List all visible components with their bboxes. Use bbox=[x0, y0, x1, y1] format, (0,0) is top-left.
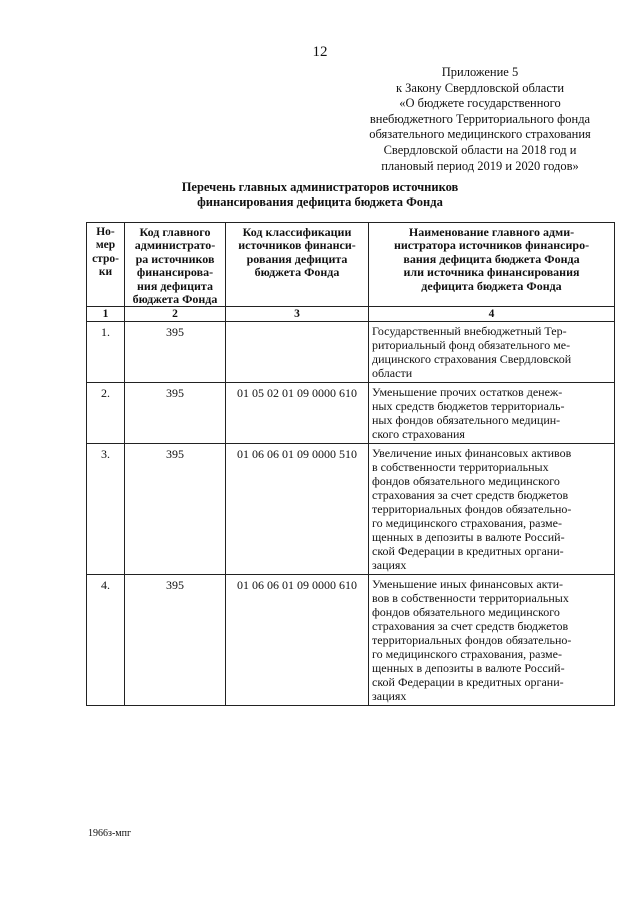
header-line: источников финанси- bbox=[238, 238, 356, 253]
table-row bbox=[87, 322, 615, 383]
appendix-line: плановый период 2019 и 2020 годов» bbox=[381, 158, 579, 173]
name-line: в собственности территориальных bbox=[372, 460, 549, 475]
header-row-number bbox=[87, 223, 125, 307]
header-classification-code bbox=[226, 223, 369, 307]
appendix-line: к Закону Свердловской области bbox=[395, 80, 565, 95]
source-name bbox=[369, 383, 615, 444]
classification-code: 01 06 06 01 09 0000 510 bbox=[226, 444, 369, 575]
admin-code: 395 bbox=[125, 383, 226, 444]
name-line: ской Федерации в кредитных органи- bbox=[372, 675, 564, 690]
header-line: ния дефицита bbox=[137, 278, 213, 293]
title-line: финансирования дефицита бюджета Фонда bbox=[197, 195, 443, 209]
admin-code: 395 bbox=[125, 322, 226, 383]
name-line: дицинского страхования Свердловской bbox=[372, 352, 572, 367]
administrator-name bbox=[369, 322, 615, 383]
name-line: риториальный фонд обязательного ме- bbox=[372, 338, 571, 353]
footer-code: 1966з-мпг bbox=[88, 828, 132, 839]
table-header-row bbox=[87, 223, 615, 307]
appendix-line: «О бюджете государственного bbox=[399, 96, 561, 111]
header-line: ра источников bbox=[135, 251, 215, 266]
table-row bbox=[87, 383, 615, 444]
header-line: Но- bbox=[96, 226, 115, 238]
name-line: Государственный внебюджетный Тер- bbox=[372, 324, 567, 339]
administrators-table bbox=[86, 222, 615, 706]
column-number-row bbox=[87, 307, 615, 322]
name-line: ных фондов обязательного медицин- bbox=[372, 413, 561, 428]
column-number: 4 bbox=[369, 307, 615, 322]
header-name bbox=[369, 223, 615, 307]
classification-code bbox=[226, 322, 369, 383]
name-line: области bbox=[372, 366, 413, 381]
name-line: зациях bbox=[372, 689, 407, 704]
column-number: 2 bbox=[125, 307, 226, 322]
header-line: ки bbox=[98, 266, 113, 279]
header-line: дефицита бюджета Фонда bbox=[421, 278, 562, 293]
name-line: Уменьшение прочих остатков денеж- bbox=[372, 385, 563, 400]
header-line: стро- bbox=[92, 252, 119, 265]
header-line: Код классификации bbox=[242, 225, 352, 239]
appendix-line: внебюджетного Территориального фонда bbox=[369, 111, 591, 126]
row-number: 1. bbox=[87, 322, 125, 383]
classification-code: 01 06 06 01 09 0000 610 bbox=[226, 575, 369, 706]
page-number: 12 bbox=[312, 44, 328, 60]
row-number: 4. bbox=[87, 575, 125, 706]
header-line: нистратора источников финансиро- bbox=[393, 238, 590, 253]
header-line: рования дефицита bbox=[246, 251, 348, 266]
name-line: ской Федерации в кредитных органи- bbox=[372, 544, 564, 559]
header-line: Наименование главного адми- bbox=[408, 225, 575, 239]
appendix-line: Приложение 5 bbox=[441, 65, 519, 79]
table-row bbox=[87, 444, 615, 575]
source-name bbox=[369, 444, 615, 575]
name-line: фондов обязательного медицинского bbox=[372, 474, 560, 489]
name-line: го медицинского страхования, разме- bbox=[372, 647, 562, 662]
classification-code: 01 05 02 01 09 0000 610 bbox=[226, 383, 369, 444]
header-line: или источника финансирования bbox=[403, 265, 580, 280]
header-line: бюджета Фонда bbox=[132, 292, 218, 307]
name-line: страхования за счет средств бюджетов bbox=[372, 619, 569, 634]
name-line: щенных в депозиты в валюте Россий- bbox=[372, 661, 565, 676]
name-line: ского страхования bbox=[372, 427, 465, 442]
table-row bbox=[87, 575, 615, 706]
name-line: Увеличение иных финансовых активов bbox=[372, 446, 572, 461]
appendix-header bbox=[355, 65, 605, 174]
name-line: страхования за счет средств бюджетов bbox=[372, 488, 569, 503]
header-line: бюджета Фонда bbox=[254, 265, 340, 280]
header-line: Код главного bbox=[139, 225, 211, 239]
source-name bbox=[369, 575, 615, 706]
name-line: территориальных фондов обязательно- bbox=[372, 633, 572, 648]
name-line: го медицинского страхования, разме- bbox=[372, 516, 562, 531]
name-line: вов в собственности территориальных bbox=[372, 591, 569, 606]
document-title bbox=[0, 180, 640, 210]
admin-code: 395 bbox=[125, 444, 226, 575]
name-line: ных средств бюджетов территориаль- bbox=[372, 399, 565, 414]
name-line: зациях bbox=[372, 558, 407, 573]
column-number: 1 bbox=[87, 307, 125, 322]
name-line: территориальных фондов обязательно- bbox=[372, 502, 572, 517]
name-line: Уменьшение иных финансовых акти- bbox=[372, 577, 563, 592]
column-number: 3 bbox=[226, 307, 369, 322]
name-line: щенных в депозиты в валюте Россий- bbox=[372, 530, 565, 545]
appendix-line: обязательного медицинского страхования bbox=[369, 127, 591, 142]
row-number: 3. bbox=[87, 444, 125, 575]
header-line: вания дефицита бюджета Фонда bbox=[403, 251, 580, 266]
appendix-line: Свердловской области на 2018 год и bbox=[383, 142, 577, 157]
name-line: фондов обязательного медицинского bbox=[372, 605, 560, 620]
header-line: финансирова- bbox=[136, 265, 214, 280]
header-line: мер bbox=[95, 239, 116, 252]
row-number: 2. bbox=[87, 383, 125, 444]
header-line: администрато- bbox=[134, 238, 216, 253]
admin-code: 395 bbox=[125, 575, 226, 706]
header-admin-code bbox=[125, 223, 226, 307]
title-line: Перечень главных администраторов источников bbox=[181, 180, 459, 194]
